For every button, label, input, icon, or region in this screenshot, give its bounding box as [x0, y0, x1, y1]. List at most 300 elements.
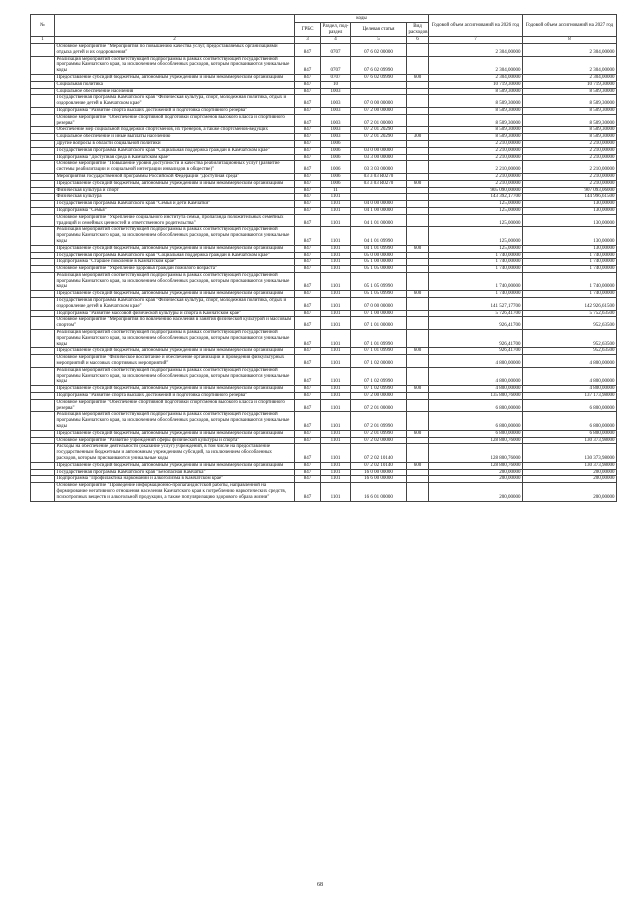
header-num: №: [31, 15, 55, 37]
table-row: [31, 180, 617, 187]
cell-name: Основное мероприятие "Физическое воспитание и обеспечение организации и проведения физкультурных мероприятий и массовых спортивных мероприятий": [55, 355, 295, 368]
cell-amount-2027: 142 926,61500: [523, 298, 617, 311]
cell-expense: 600: [407, 180, 429, 187]
table-row: [31, 173, 617, 180]
column-index: 6: [407, 37, 429, 44]
cell-target: [351, 194, 407, 201]
table-row: [31, 437, 617, 444]
table-row: [31, 252, 617, 259]
cell-amount-2027: 130,00000: [523, 201, 617, 208]
table-row: [31, 140, 617, 147]
cell-section: 1101: [321, 214, 351, 227]
cell-num: [31, 476, 55, 483]
cell-name: Государственная программа Камчатского края "Физическая культура, спорт, молодежная политика, отдых и оздоровление детей в Камчатском крае": [55, 95, 295, 108]
cell-name: Реализация мероприятий соответствующей подпрограммы в рамках соответствующей государственной программы Камчатского края, за исключением обособленных расходов, которым присваиваются уникальные коды: [55, 56, 295, 74]
cell-amount-2027: 1 740,00000: [523, 291, 617, 298]
cell-amount-2026: 2 304,00000: [429, 56, 523, 74]
cell-name: Подпрограмма "Развитие спорта высших достижений и подготовка спортивного резерва": [55, 107, 295, 114]
cell-section: 1101: [321, 194, 351, 201]
cell-amount-2026: 128 800,76000: [429, 444, 523, 462]
cell-target: 03 3 03 00000: [351, 161, 407, 174]
cell-amount-2026: 905 090,00000: [429, 187, 523, 194]
cell-name: Предоставление субсидий бюджетным, автономным учреждениям и иным некоммерческим организациям: [55, 430, 295, 437]
table-row: [31, 348, 617, 355]
cell-name: Основное мероприятие "Повышение уровня доступности и качества реабилитационных услуг (развитие системы реабилитации и социальной интеграции инвалидов в обществе)": [55, 161, 295, 174]
cell-expense: [407, 81, 429, 88]
cell-amount-2026: 4 800,00000: [429, 386, 523, 393]
cell-grbs: 847: [295, 154, 321, 161]
cell-section: 0707: [321, 74, 351, 81]
cell-section: 1003: [321, 134, 351, 141]
cell-grbs: 847: [295, 173, 321, 180]
cell-name: Основное мероприятие "Укрепление социального института семьи, пропаганда положительных семейных традиций и семейных ценностей и ответственного родительства": [55, 214, 295, 227]
cell-grbs: 847: [295, 444, 321, 462]
cell-section: 1006: [321, 161, 351, 174]
table-row: [31, 462, 617, 469]
cell-grbs: 847: [295, 272, 321, 290]
cell-amount-2027: 200,00000: [523, 476, 617, 483]
cell-num: [31, 154, 55, 161]
column-index: 8: [523, 37, 617, 44]
cell-expense: [407, 88, 429, 95]
cell-amount-2027: 6 800,00000: [523, 399, 617, 412]
cell-num: [31, 180, 55, 187]
cell-section: 1006: [321, 180, 351, 187]
table-row: [31, 161, 617, 174]
cell-target: 07 0 00 00000: [351, 298, 407, 311]
cell-num: [31, 469, 55, 476]
cell-section: 1101: [321, 386, 351, 393]
cell-grbs: 847: [295, 386, 321, 393]
cell-expense: [407, 266, 429, 273]
column-index-row: [31, 37, 617, 44]
cell-section: 1101: [321, 245, 351, 252]
cell-num: [31, 107, 55, 114]
cell-target: 07 2 01 20290: [351, 134, 407, 141]
cell-name: Государственная программа Камчатского края "Физическая культура, спорт, молодежная политика, отдых и оздоровление детей в Камчатском крае": [55, 298, 295, 311]
cell-expense: 600: [407, 462, 429, 469]
cell-expense: [407, 147, 429, 154]
cell-target: 05 1 05 09990: [351, 291, 407, 298]
cell-section: 1101: [321, 330, 351, 348]
cell-num: [31, 74, 55, 81]
cell-num: [31, 386, 55, 393]
cell-amount-2026: 200,00000: [429, 469, 523, 476]
cell-target: 04 1 01 00000: [351, 214, 407, 227]
cell-amount-2026: 1 740,00000: [429, 291, 523, 298]
cell-target: 07 0 00 00000: [351, 95, 407, 108]
cell-num: [31, 56, 55, 74]
cell-section: 1101: [321, 476, 351, 483]
cell-grbs: 847: [295, 207, 321, 214]
cell-amount-2027: 1 740,00000: [523, 272, 617, 290]
column-index: 5: [351, 37, 407, 44]
cell-amount-2026: 10 719,30000: [429, 81, 523, 88]
cell-grbs: 847: [295, 355, 321, 368]
cell-section: 11: [321, 187, 351, 194]
cell-grbs: 847: [295, 201, 321, 208]
cell-num: [31, 227, 55, 245]
cell-grbs: 847: [295, 348, 321, 355]
table-row: [31, 291, 617, 298]
cell-grbs: 847: [295, 469, 321, 476]
cell-num: [31, 214, 55, 227]
cell-amount-2026: 141 527,17700: [429, 298, 523, 311]
cell-target: 04 1 01 09990: [351, 227, 407, 245]
cell-amount-2027: 4 800,00000: [523, 367, 617, 385]
cell-name: Подпрограмма "Профилактика наркомании и алкоголизма в Камчатском крае": [55, 476, 295, 483]
cell-amount-2027: 2 304,00000: [523, 56, 617, 74]
table-header: [31, 15, 617, 44]
cell-grbs: 847: [295, 114, 321, 127]
cell-grbs: 847: [295, 291, 321, 298]
cell-grbs: 847: [295, 95, 321, 108]
cell-grbs: 847: [295, 259, 321, 266]
cell-target: 07 1 01 09990: [351, 330, 407, 348]
cell-amount-2027: 200,00000: [523, 469, 617, 476]
cell-amount-2027: 2 210,00000: [523, 180, 617, 187]
cell-num: [31, 348, 55, 355]
column-index: 1: [31, 37, 55, 44]
cell-num: [31, 207, 55, 214]
cell-amount-2027: 4 800,00000: [523, 355, 617, 368]
cell-amount-2026: 6 800,00000: [429, 412, 523, 430]
table-row: [31, 367, 617, 385]
cell-name: Физическая культура и спорт: [55, 187, 295, 194]
cell-amount-2027: 2 210,00000: [523, 173, 617, 180]
cell-section: 1101: [321, 252, 351, 259]
cell-target: 07 6 02 00000: [351, 44, 407, 57]
cell-name: Реализация мероприятий соответствующей подпрограммы в рамках соответствующей государственной программы Камчатского края, за исключением обособленных расходов, которым присваиваются уникальные коды: [55, 330, 295, 348]
cell-name: Подпрограмма "Доступная среда в Камчатском крае": [55, 154, 295, 161]
cell-grbs: 847: [295, 147, 321, 154]
cell-expense: [407, 187, 429, 194]
cell-target: 04 1 01 09990: [351, 245, 407, 252]
cell-amount-2027: 130 373,98000: [523, 444, 617, 462]
cell-name: Предоставление субсидий бюджетным, автономным учреждениям и иным некоммерческим организациям: [55, 245, 295, 252]
cell-amount-2026: 8 509,30000: [429, 88, 523, 95]
cell-section: 1101: [321, 266, 351, 273]
cell-grbs: 847: [295, 127, 321, 134]
cell-section: 1003: [321, 95, 351, 108]
cell-expense: [407, 173, 429, 180]
cell-target: 07 2 01 09990: [351, 412, 407, 430]
cell-amount-2026: 125,00000: [429, 227, 523, 245]
cell-num: [31, 140, 55, 147]
cell-grbs: 847: [295, 310, 321, 317]
table-row: [31, 154, 617, 161]
cell-section: 1101: [321, 348, 351, 355]
cell-amount-2026: 125,00000: [429, 245, 523, 252]
cell-section: 1101: [321, 291, 351, 298]
cell-section: 1003: [321, 88, 351, 95]
cell-grbs: 847: [295, 483, 321, 501]
cell-expense: 300: [407, 134, 429, 141]
cell-section: 1101: [321, 393, 351, 400]
header-name: [55, 15, 295, 37]
cell-grbs: 847: [295, 44, 321, 57]
cell-num: [31, 291, 55, 298]
table-row: [31, 187, 617, 194]
cell-amount-2027: 952,63500: [523, 348, 617, 355]
cell-amount-2027: 8 509,30000: [523, 95, 617, 108]
cell-num: [31, 81, 55, 88]
cell-expense: [407, 207, 429, 214]
table-row: [31, 386, 617, 393]
table-row: [31, 214, 617, 227]
cell-name: Основное мероприятие "Мероприятия по вовлечению населения в занятия физической культурой и массовым спортом": [55, 317, 295, 330]
table-row: [31, 134, 617, 141]
table-row: [31, 207, 617, 214]
cell-name: Реализация мероприятий соответствующей подпрограммы в рамках соответствующей государственной программы Камчатского края, за исключением обособленных расходов, которым присваиваются уникальные коды: [55, 367, 295, 385]
cell-num: [31, 245, 55, 252]
cell-amount-2027: 137 173,98000: [523, 393, 617, 400]
cell-section: 1101: [321, 227, 351, 245]
table-row: [31, 430, 617, 437]
cell-expense: 600: [407, 74, 429, 81]
cell-amount-2027: 1 740,00000: [523, 266, 617, 273]
cell-expense: 600: [407, 348, 429, 355]
cell-expense: [407, 127, 429, 134]
cell-amount-2026: 8 509,30000: [429, 114, 523, 127]
cell-section: 0707: [321, 44, 351, 57]
cell-section: 1006: [321, 173, 351, 180]
cell-amount-2026: 926,41700: [429, 348, 523, 355]
cell-amount-2026: 5 726,41700: [429, 310, 523, 317]
table-row: [31, 310, 617, 317]
cell-section: 1101: [321, 310, 351, 317]
cell-amount-2027: 130,00000: [523, 227, 617, 245]
cell-name: Социальное обеспечение населения: [55, 88, 295, 95]
cell-target: 07 2 01 09990: [351, 430, 407, 437]
cell-target: [351, 187, 407, 194]
cell-amount-2026: 200,00000: [429, 476, 523, 483]
cell-amount-2026: 6 800,00000: [429, 399, 523, 412]
cell-target: 04 1 00 00000: [351, 207, 407, 214]
table-row: [31, 355, 617, 368]
cell-name: Основное мероприятие "Обеспечение спортивной подготовки спортсменов высокого класса и спортивного резерва": [55, 399, 295, 412]
cell-num: [31, 444, 55, 462]
cell-amount-2027: 130 373,98000: [523, 437, 617, 444]
cell-num: [31, 272, 55, 290]
cell-grbs: 847: [295, 298, 321, 311]
cell-section: 1101: [321, 412, 351, 430]
cell-section: 1101: [321, 201, 351, 208]
cell-amount-2026: 2 210,00000: [429, 147, 523, 154]
cell-expense: [407, 310, 429, 317]
cell-amount-2026: 1 740,00000: [429, 266, 523, 273]
cell-target: [351, 88, 407, 95]
cell-name: Мероприятия государственной программы Российской Федерации "Доступная среда": [55, 173, 295, 180]
header-grbs: ГРБС: [295, 23, 321, 37]
header-section: Раздел, под-раздел: [321, 23, 351, 37]
cell-name: Социальная политика: [55, 81, 295, 88]
cell-section: 1003: [321, 127, 351, 134]
cell-amount-2027: 2 210,00000: [523, 147, 617, 154]
cell-grbs: 847: [295, 437, 321, 444]
cell-grbs: 847: [295, 56, 321, 74]
cell-grbs: 847: [295, 134, 321, 141]
table-row: [31, 259, 617, 266]
cell-name: Подпрограмма "Развитие массовой физической культуры и спорта в Камчатском крае": [55, 310, 295, 317]
cell-name: Основное мероприятие "Мероприятия по повышению качества услуг, предоставляемых организациями отдыха детей и их оздоровления": [55, 44, 295, 57]
cell-num: [31, 201, 55, 208]
column-index: 2: [55, 37, 295, 44]
cell-grbs: 847: [295, 161, 321, 174]
cell-amount-2026: 2 304,00000: [429, 74, 523, 81]
cell-name: Предоставление субсидий бюджетным, автономным учреждениям и иным некоммерческим организациям: [55, 462, 295, 469]
cell-name: Предоставление субсидий бюджетным, автономным учреждениям и иным некоммерческим организациям: [55, 291, 295, 298]
cell-amount-2027: 130,00000: [523, 245, 617, 252]
cell-num: [31, 330, 55, 348]
cell-amount-2027: 144 996,61500: [523, 194, 617, 201]
table-body: [31, 44, 617, 502]
cell-amount-2027: 2 210,00000: [523, 161, 617, 174]
cell-name: Государственная программа Камчатского края "Семья и дети Камчатки": [55, 201, 295, 208]
cell-section: 1101: [321, 399, 351, 412]
cell-num: [31, 298, 55, 311]
cell-target: 03 0 00 00000: [351, 147, 407, 154]
cell-amount-2027: 907 093,06000: [523, 187, 617, 194]
column-index: 4: [321, 37, 351, 44]
cell-num: [31, 88, 55, 95]
table-row: [31, 399, 617, 412]
cell-expense: [407, 330, 429, 348]
cell-name: Основное мероприятие "Развитие учреждений сферы физической культуры и спорта": [55, 437, 295, 444]
cell-grbs: 847: [295, 245, 321, 252]
cell-expense: [407, 44, 429, 57]
budget-table: [30, 14, 617, 502]
cell-target: 05 1 00 00000: [351, 259, 407, 266]
cell-amount-2027: 8 509,30000: [523, 107, 617, 114]
cell-expense: 600: [407, 291, 429, 298]
cell-num: [31, 393, 55, 400]
cell-target: 07 2 02 00000: [351, 437, 407, 444]
table-row: [31, 56, 617, 74]
cell-num: [31, 355, 55, 368]
table-row: [31, 88, 617, 95]
cell-num: [31, 259, 55, 266]
cell-section: 1101: [321, 437, 351, 444]
table-row: [31, 245, 617, 252]
cell-name: Предоставление субсидий бюджетным, автономным учреждениям и иным некоммерческим организациям: [55, 180, 295, 187]
cell-name: Реализация мероприятий соответствующей подпрограммы в рамках соответствующей государственной программы Камчатского края, за исключением обособленных расходов, которым присваиваются уникальные коды: [55, 272, 295, 290]
cell-amount-2027: 8 509,30000: [523, 114, 617, 127]
table-row: [31, 227, 617, 245]
table-row: [31, 107, 617, 114]
cell-expense: [407, 437, 429, 444]
cell-expense: [407, 154, 429, 161]
cell-grbs: 847: [295, 393, 321, 400]
cell-name: Государственная программа Камчатского края "Социальная поддержка граждан в Камчатском крае": [55, 252, 295, 259]
cell-amount-2026: 2 210,00000: [429, 180, 523, 187]
cell-name: Подпрограмма "Развитие спорта высших достижений и подготовка спортивного резерва": [55, 393, 295, 400]
cell-amount-2027: 952,63500: [523, 330, 617, 348]
cell-target: 07 2 01 00000: [351, 399, 407, 412]
cell-num: [31, 437, 55, 444]
cell-target: 07 2 01 00000: [351, 114, 407, 127]
cell-section: 1006: [321, 147, 351, 154]
table-row: [31, 393, 617, 400]
cell-target: 07 6 02 09990: [351, 74, 407, 81]
cell-expense: [407, 227, 429, 245]
cell-expense: [407, 259, 429, 266]
cell-section: 1101: [321, 483, 351, 501]
cell-amount-2026: 125,00000: [429, 214, 523, 227]
cell-section: 1101: [321, 207, 351, 214]
cell-amount-2027: 1 740,00000: [523, 252, 617, 259]
cell-expense: [407, 393, 429, 400]
cell-grbs: 847: [295, 367, 321, 385]
cell-amount-2027: 130 373,98000: [523, 462, 617, 469]
cell-amount-2027: 10 719,30000: [523, 81, 617, 88]
table-row: [31, 483, 617, 501]
cell-amount-2026: 200,00000: [429, 483, 523, 501]
cell-target: [351, 81, 407, 88]
cell-amount-2026: 2 210,00000: [429, 161, 523, 174]
cell-name: Предоставление субсидий бюджетным, автономным учреждениям и иным некоммерческим организациям: [55, 348, 295, 355]
table-row: [31, 476, 617, 483]
cell-num: [31, 483, 55, 501]
cell-amount-2026: 128 800,76000: [429, 437, 523, 444]
cell-amount-2027: 130,00000: [523, 207, 617, 214]
cell-amount-2026: 1 740,00000: [429, 252, 523, 259]
cell-num: [31, 114, 55, 127]
cell-amount-2026: 2 304,00000: [429, 44, 523, 57]
cell-target: 16 6 01 00000: [351, 483, 407, 501]
cell-target: [351, 140, 407, 147]
cell-expense: [407, 483, 429, 501]
cell-section: 1101: [321, 462, 351, 469]
table-row: [31, 272, 617, 290]
table-row: [31, 298, 617, 311]
table-row: [31, 330, 617, 348]
cell-expense: 600: [407, 386, 429, 393]
cell-num: [31, 317, 55, 330]
cell-amount-2027: 4 800,00000: [523, 386, 617, 393]
cell-num: [31, 310, 55, 317]
cell-name: Социальное обеспечение и иные выплаты населению: [55, 134, 295, 141]
cell-grbs: 847: [295, 412, 321, 430]
header-expense: Вид расходов: [408, 23, 428, 35]
cell-grbs: 847: [295, 187, 321, 194]
cell-amount-2026: 125,00000: [429, 201, 523, 208]
cell-grbs: 847: [295, 74, 321, 81]
cell-section: 1101: [321, 430, 351, 437]
cell-grbs: 847: [295, 330, 321, 348]
cell-num: [31, 147, 55, 154]
cell-amount-2026: 926,41700: [429, 330, 523, 348]
cell-grbs: 847: [295, 317, 321, 330]
cell-expense: [407, 214, 429, 227]
cell-amount-2027: 2 210,00000: [523, 140, 617, 147]
cell-section: 1101: [321, 444, 351, 462]
table-row: [31, 74, 617, 81]
cell-expense: [407, 140, 429, 147]
cell-target: 07 2 02 10140: [351, 444, 407, 462]
cell-amount-2026: 135 800,76000: [429, 393, 523, 400]
table-row: [31, 114, 617, 127]
cell-target: 07 1 01 00000: [351, 317, 407, 330]
cell-target: 07 1 00 00000: [351, 310, 407, 317]
cell-expense: [407, 272, 429, 290]
cell-amount-2027: 5 752,63500: [523, 310, 617, 317]
cell-grbs: 847: [295, 227, 321, 245]
cell-num: [31, 194, 55, 201]
cell-amount-2026: 2 210,00000: [429, 173, 523, 180]
cell-section: 1101: [321, 259, 351, 266]
cell-name: Государственная программа Камчатского края "Безопасная Камчатка": [55, 469, 295, 476]
